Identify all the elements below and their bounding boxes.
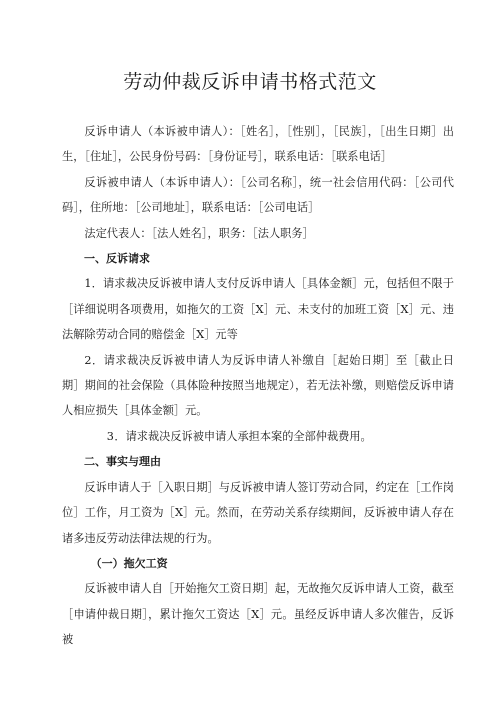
section-heading-claims: 一、反诉请求 (84, 252, 150, 266)
claim-item-3-text: ．请求裁决反诉被申请人承担本案的全部仲裁费用。 (114, 429, 372, 443)
document-title: 劳动仲裁反诉申请书格式范文 (123, 71, 377, 93)
claim-item-3 (62, 424, 454, 449)
subheading-unpaid-wages: （一）拖欠工资 (90, 556, 168, 570)
paragraph-facts-intro: 反诉申请人于［入职日期］与反诉被申请人签订劳动合同，约定在［工作岗位］工作，月工资为［X］元。然而，在劳动关系存续期间，反诉被申请人存在诸多违反劳动法律法规的行为。 (62, 480, 454, 545)
paragraph-unpaid-wages: 反诉被申请人自［开始拖欠工资日期］起，无故拖欠反诉申请人工资，截至［申请仲裁日期］，累计拖欠工资达［X］元。虽经反诉申请人多次催告，反诉被 (62, 582, 454, 647)
document-body (62, 119, 454, 653)
claim-item-1: 1．请求裁决反诉被申请人支付反诉申请人［具体金额］元，包括但不限于［详细说明各项费用，如拖欠的工资［X］元、未支付的加班工资［X］元、违法解除劳动合同的赔偿金［X］元等 (62, 277, 454, 342)
claim-item-3-number: 3 (106, 429, 114, 443)
section-heading-facts: 二、事实与理由 (84, 455, 161, 469)
paragraph-legal-representative: 法定代表人：［法人姓名］，职务：［法人职务］ (84, 226, 314, 240)
paragraph-respondent: 反诉被申请人（本诉申请人）：［公司名称］，统一社会信用代码：［公司代码］，住所地：［公司地址］，联系电话：［公司电话］ (62, 175, 454, 215)
claim-item-2: 2．请求裁决反诉被申请人为反诉申请人补缴自［起始日期］至［截止日期］期间的社会保险（具体险种按照当地规定），若无法补缴，则赔偿反诉申请人相应损失［具体金额］元。 (62, 353, 454, 418)
paragraph-applicant: 反诉申请人（本诉被申请人）：［姓名］，［性别］，［民族］，［出生日期］出生，［住址］，公民身份号码：［身份证号］，联系电话：［联系电话］ (62, 125, 454, 164)
